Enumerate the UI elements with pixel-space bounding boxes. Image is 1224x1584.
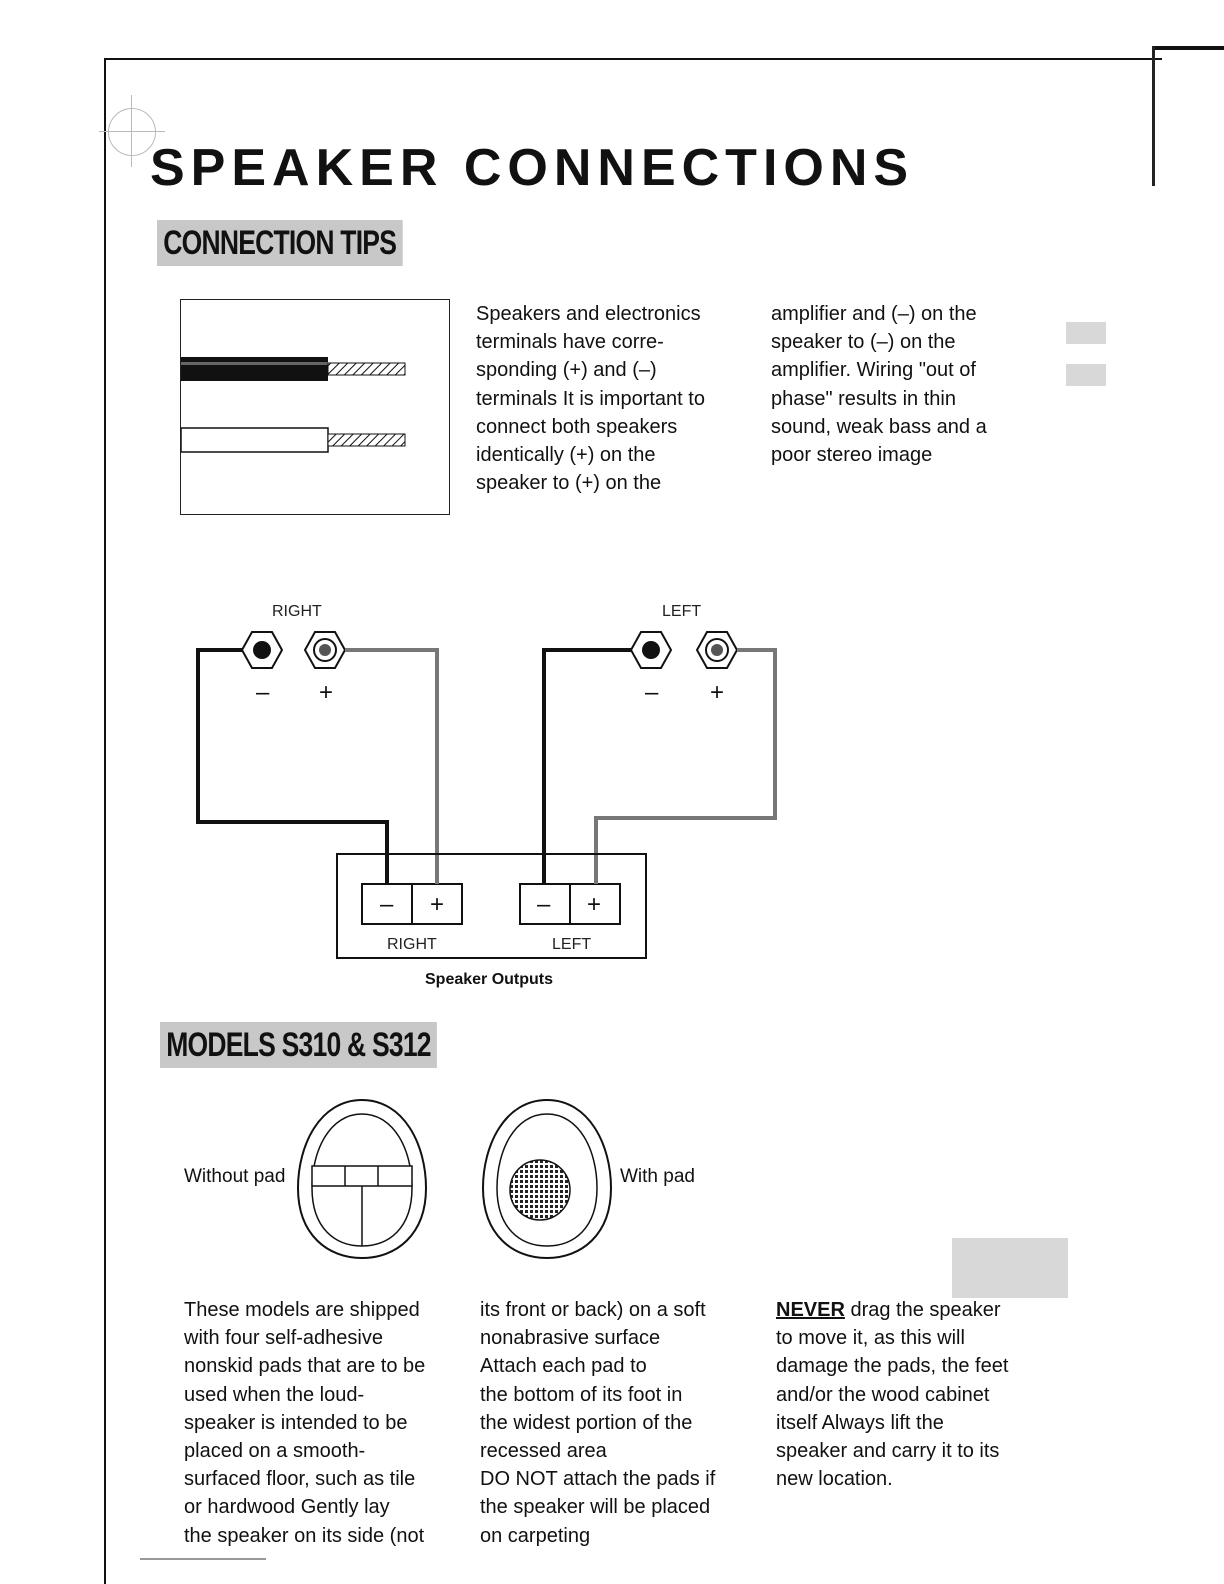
wiring-diagram xyxy=(180,590,800,1010)
text-line: amplifier and (–) on the xyxy=(771,303,977,325)
text-line: the bottom of its foot in xyxy=(480,1383,683,1406)
text-line: nonskid pads that are to be xyxy=(184,1355,426,1378)
text-line: the widest portion of the xyxy=(480,1411,693,1434)
pads-illustration xyxy=(170,1090,750,1270)
text-line: connect both speakers xyxy=(476,415,678,438)
output-right-plus-sign: + xyxy=(430,891,445,918)
text-line: amplifier. Wiring "out of xyxy=(771,359,976,382)
scan-artifact xyxy=(952,1238,1068,1298)
models-text-column-3 xyxy=(776,1296,1008,1493)
wire-illustration-svg xyxy=(181,300,449,514)
page-title: SPEAKER CONNECTIONS xyxy=(150,139,915,197)
output-right-label: RIGHT xyxy=(387,936,437,953)
text-line: or hardwood Gently lay xyxy=(184,1496,390,1519)
text-line: Attach each pad to xyxy=(480,1355,647,1378)
pads-illustration-svg xyxy=(170,1090,750,1270)
footer-rule xyxy=(140,1558,266,1560)
output-left-plus-sign: + xyxy=(587,891,602,918)
left-speaker-positive-terminal-icon xyxy=(697,632,737,668)
text-line: identically (+) on the xyxy=(476,444,656,467)
text-line: DO NOT attach the pads if xyxy=(480,1468,716,1491)
registration-mark-icon xyxy=(108,108,156,156)
white-insulated-wire xyxy=(181,428,405,452)
text-line: speaker and carry it to its xyxy=(776,1440,1000,1463)
text-line: surfaced floor, such as tile xyxy=(184,1468,416,1491)
text-line: used when the loud- xyxy=(184,1383,365,1406)
text-line: speaker is intended to be xyxy=(184,1411,408,1434)
models-text-column-1 xyxy=(184,1296,425,1550)
models-heading: MODELS S310 & S312 xyxy=(160,1022,437,1068)
text-line: terminals It is important to xyxy=(476,387,705,410)
text-line: on carpeting xyxy=(480,1524,591,1547)
output-left-label: LEFT xyxy=(552,936,592,953)
text-line: itself Always lift the xyxy=(776,1411,944,1434)
text-line: the speaker on its side (not xyxy=(184,1524,425,1547)
connection-tips-text-column-2 xyxy=(771,300,987,469)
without-pad-label: Without pad xyxy=(184,1166,286,1187)
speaker-left-label: LEFT xyxy=(662,603,702,620)
text-line: speaker to (+) on the xyxy=(476,472,662,495)
text-line: and/or the wood cabinet xyxy=(776,1383,990,1406)
text-line: damage the pads, the feet xyxy=(776,1355,1009,1378)
output-right-minus-sign: – xyxy=(380,891,394,918)
left-minus-sign: – xyxy=(645,679,659,706)
black-insulated-wire xyxy=(181,357,405,381)
frame-left-rule xyxy=(104,58,106,1584)
text-line: speaker to (–) on the xyxy=(771,331,956,354)
text-line: recessed area xyxy=(480,1440,607,1463)
text-line: its front or back) on a soft xyxy=(480,1299,706,1321)
speaker-right-label: RIGHT xyxy=(272,603,322,620)
text-line-first xyxy=(776,1296,1008,1324)
pad-circle xyxy=(510,1160,570,1220)
text-line: terminals have corre- xyxy=(476,331,664,354)
models-text-column-2 xyxy=(480,1296,715,1550)
text-line: placed on a smooth- xyxy=(184,1440,366,1463)
right-minus-sign: – xyxy=(256,679,270,706)
scan-artifact xyxy=(1066,364,1106,386)
text-line: sponding (+) and (–) xyxy=(476,359,657,382)
left-positive-wire xyxy=(596,650,775,895)
left-plus-sign: + xyxy=(710,679,725,706)
wiring-diagram-svg xyxy=(180,590,800,1010)
connection-tips-text-column-1 xyxy=(476,300,705,497)
foot-without-pad-icon xyxy=(298,1100,426,1258)
scan-artifact xyxy=(1066,322,1106,344)
right-speaker-negative-terminal-icon xyxy=(242,632,282,668)
text-line: Speakers and electronics xyxy=(476,303,701,325)
foot-with-pad-icon xyxy=(483,1100,611,1258)
text-line: phase" results in thin xyxy=(771,387,956,410)
with-pad-label: With pad xyxy=(620,1166,695,1187)
left-speaker-negative-terminal-icon xyxy=(631,632,671,668)
right-plus-sign: + xyxy=(319,679,334,706)
right-positive-wire xyxy=(345,650,437,895)
right-speaker-positive-terminal-icon xyxy=(305,632,345,668)
text-line: These models are shipped xyxy=(184,1299,420,1321)
connection-tips-heading: CONNECTION TIPS xyxy=(157,220,402,266)
never-emphasis: NEVER xyxy=(776,1299,845,1321)
text-line: new location. xyxy=(776,1468,893,1491)
text-line: with four self-adhesive xyxy=(184,1327,383,1350)
wire-illustration xyxy=(180,299,450,515)
frame-top-rule xyxy=(104,58,1162,60)
text-line-rest: drag the speaker xyxy=(844,1299,1001,1321)
text-line: nonabrasive surface xyxy=(480,1327,661,1350)
output-left-minus-sign: – xyxy=(537,891,551,918)
left-negative-wire xyxy=(544,650,631,895)
right-negative-wire xyxy=(198,650,387,895)
text-line: poor stereo image xyxy=(771,444,933,467)
text-line: to move it, as this will xyxy=(776,1327,965,1350)
text-line: sound, weak bass and a xyxy=(771,415,987,438)
corner-bar xyxy=(1152,46,1224,50)
text-line: the speaker will be placed xyxy=(480,1496,711,1519)
corner-edge xyxy=(1152,46,1155,186)
speaker-outputs-caption: Speaker Outputs xyxy=(425,971,554,988)
